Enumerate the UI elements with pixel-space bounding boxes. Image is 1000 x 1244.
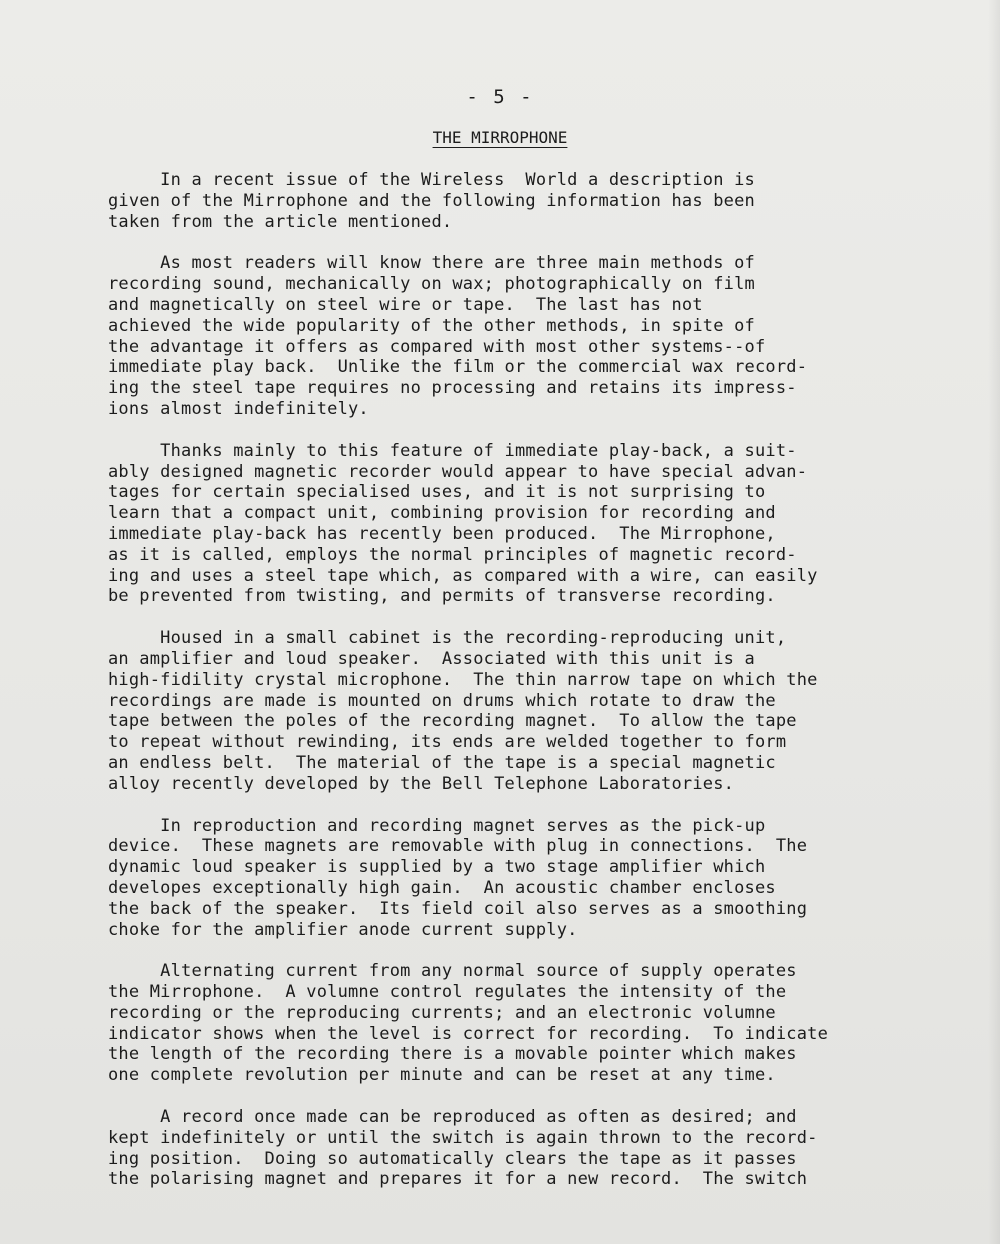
text-line: Alternating current from any normal source of supply operates [108,961,797,982]
paragraph [108,628,968,794]
text-line: ions almost indefinitely. [108,398,369,419]
text-line: the polarising magnet and prepares it for a new record. The switch [108,1169,808,1190]
text-line: developes exceptionally high gain. An acoustic chamber encloses [108,877,776,898]
paragraph [108,816,968,941]
text-line: As most readers will know there are three main methods of [108,253,755,274]
paragraph [108,253,968,419]
article-title-text: THE MIRROPHONE [432,128,568,147]
text-line: as it is called, employs the normal principles of magnetic record- [108,544,797,565]
page-edge-shadow [988,0,1000,1244]
article-title [0,128,1000,147]
text-line: alloy recently developed by the Bell Telephone Laboratories. [108,773,735,794]
paragraph [108,1107,968,1190]
text-line: choke for the amplifier anode current supply. [108,919,578,940]
page-number: - 5 - [466,86,534,108]
text-line: the advantage it offers as compared with most other systems--of [108,336,766,357]
text-line: recording or the reproducing currents; and an electronic volumne [108,1002,776,1023]
text-line: one complete revolution per minute and can be reset at any time. [108,1065,776,1086]
text-line: taken from the article mentioned. [108,211,453,232]
text-line: the length of the recording there is a movable pointer which makes [108,1044,797,1065]
text-line: dynamic loud speaker is supplied by a two stage amplifier which [108,857,766,878]
text-line: high-fidility crystal microphone. The thin narrow tape on which the [108,669,818,690]
text-line: achieved the wide popularity of the other methods, in spite of [108,315,755,336]
text-line: given of the Mirrophone and the following information has been [108,190,755,211]
text-line: Housed in a small cabinet is the recording-reproducing unit, [108,628,787,649]
text-line: tape between the poles of the recording magnet. To allow the tape [108,711,797,732]
text-line: In reproduction and recording magnet serves as the pick-up [108,815,766,836]
text-line: ing the steel tape requires no processing and retains its impress- [108,378,797,399]
text-line: kept indefinitely or until the switch is again thrown to the record- [108,1127,818,1148]
text-line: be prevented from twisting, and permits of transverse recording. [108,586,776,607]
text-line: immediate play-back has recently been produced. The Mirrophone, [108,523,776,544]
text-line: In a recent issue of the Wireless World a description is [108,170,755,190]
text-line: and magnetically on steel wire or tape. The last has not [108,294,703,315]
text-line: indicator shows when the level is correct for recording. To indicate [108,1023,829,1044]
text-line: ing position. Doing so automatically clears the tape as it passes [108,1148,797,1169]
text-line: Thanks mainly to this feature of immediate play-back, a suit- [108,440,797,461]
paragraph [108,441,968,607]
text-line: ably designed magnetic recorder would appear to have special advan- [108,461,808,482]
text-line: an amplifier and loud speaker. Associated with this unit is a [108,648,755,669]
text-line: A record once made can be reproduced as often as desired; and [108,1107,797,1128]
text-line: the Mirrophone. A volumne control regulates the intensity of the [108,982,787,1003]
text-line: the back of the speaker. Its field coil also serves as a smoothing [108,898,808,919]
text-line: recordings are made is mounted on drums which rotate to draw the [108,690,776,711]
text-line: immediate play back. Unlike the film or the commercial wax record- [108,357,808,378]
text-line: ing and uses a steel tape which, as compared with a wire, can easily [108,565,818,586]
text-line: recording sound, mechanically on wax; photographically on film [108,274,755,295]
text-line: to repeat without rewinding, its ends are welded together to form [108,732,787,753]
article-body [108,170,968,1211]
paragraph [108,170,968,232]
text-line: tages for certain specialised uses, and it is not surprising to [108,482,766,503]
text-line: device. These magnets are removable with plug in connections. The [108,836,808,857]
text-line: an endless belt. The material of the tape is a special magnetic [108,752,776,773]
text-line: learn that a compact unit, combining provision for recording and [108,503,776,524]
paragraph [108,961,968,1086]
